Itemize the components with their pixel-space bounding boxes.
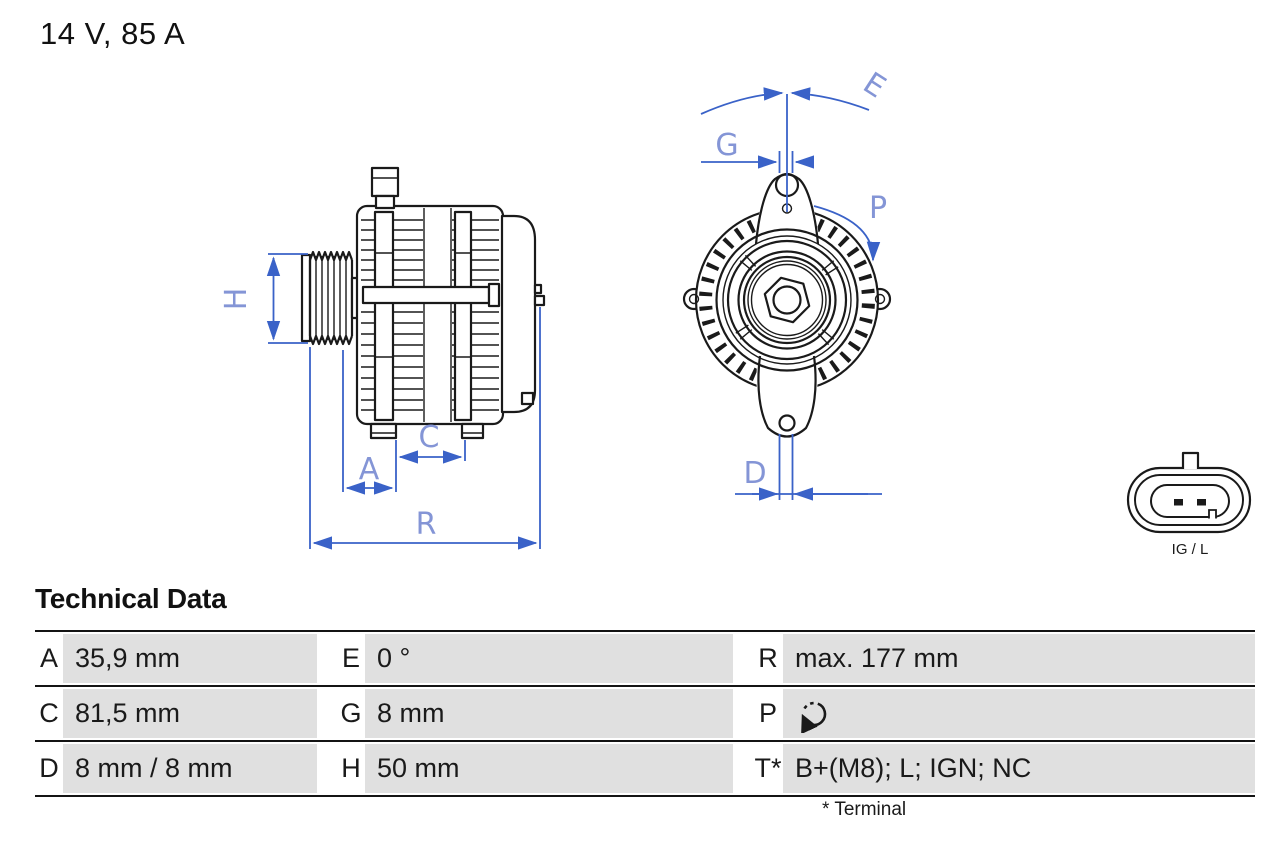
technical-data-heading: Technical Data — [35, 583, 227, 614]
technical-data-table — [35, 630, 1255, 797]
table-row — [35, 630, 1255, 685]
spec-value-p — [783, 689, 1255, 738]
connector-outer-shell — [1128, 468, 1250, 532]
connector-keying-notch — [1209, 510, 1216, 519]
table-row — [35, 685, 1255, 740]
spec-key-c: C — [35, 687, 63, 740]
dimension-h — [219, 254, 308, 343]
spec-key-r: R — [753, 632, 783, 685]
dimension-g — [701, 128, 808, 173]
dimension-label-r: R — [415, 507, 437, 542]
connector-pin — [1197, 499, 1206, 506]
spec-key-h: H — [337, 742, 365, 795]
dimension-d — [735, 434, 882, 500]
spec-key-g: G — [337, 687, 365, 740]
housing-body — [357, 206, 503, 424]
page-title: 14 V, 85 A — [40, 16, 186, 51]
pulley — [302, 252, 361, 344]
spec-key-a: A — [35, 632, 63, 685]
connector-diagram — [1128, 453, 1250, 558]
terminal-footnote: * Terminal — [822, 799, 907, 820]
alternator-side-view — [219, 168, 544, 549]
spec-key-e: E — [337, 632, 365, 685]
dimension-label-g: G — [715, 128, 739, 163]
spec-value-a: 35,9 mm — [63, 634, 317, 683]
spec-value-c: 81,5 mm — [63, 689, 317, 738]
rotation-direction-icon — [795, 695, 833, 733]
dimension-label-d: D — [743, 456, 767, 491]
tie-bar — [363, 287, 489, 303]
spec-key-t: T* — [753, 742, 783, 795]
alternator-front-view — [684, 66, 892, 500]
bolt-channel-right — [455, 212, 471, 420]
spec-value-d: 8 mm / 8 mm — [63, 744, 317, 793]
table-row — [35, 740, 1255, 795]
bolt-channel-left — [375, 212, 393, 420]
spec-value-r: max. 177 mm — [783, 634, 1255, 683]
dimension-label-h: H — [219, 287, 254, 311]
rear-cover — [502, 216, 544, 412]
spec-value-e: 0 ° — [365, 634, 733, 683]
spec-key-d: D — [35, 742, 63, 795]
spec-value-t: B+(M8); L; IGN; NC — [783, 744, 1255, 793]
dimension-label-p: P — [868, 191, 888, 226]
spec-value-h: 50 mm — [365, 744, 733, 793]
terminal-stud — [535, 296, 544, 305]
connector-tab — [1183, 453, 1198, 469]
dimension-label-a: A — [358, 452, 380, 487]
dimension-label-e: E — [856, 65, 892, 106]
connector-pin — [1174, 499, 1183, 506]
spec-value-g: 8 mm — [365, 689, 733, 738]
connector-label: IG / L — [1171, 541, 1209, 558]
spec-key-p: P — [753, 687, 783, 740]
dimension-label-c: C — [418, 420, 440, 455]
